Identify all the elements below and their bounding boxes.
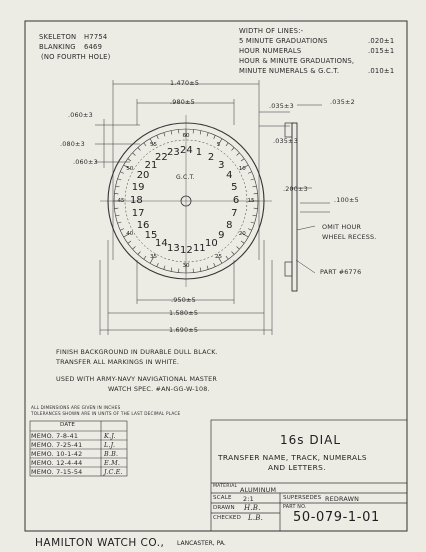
minute-tick — [118, 179, 122, 180]
minute-tick — [138, 252, 141, 255]
omit-hour-note: OMIT HOUR — [322, 223, 362, 231]
dim-080: .080±3 — [60, 140, 85, 148]
hour-numeral: 12 — [180, 245, 193, 256]
revision-row-1: MEMO. 7-8-41 — [31, 432, 79, 440]
dim-035-b: .035±3 — [273, 137, 298, 145]
material-label: MATERIAL — [213, 484, 238, 489]
minute-tick — [144, 143, 146, 146]
minute-tick — [132, 153, 135, 156]
minute-tick — [226, 143, 228, 146]
line-width-value-1: .020±1 — [368, 37, 395, 45]
minute-tick — [164, 133, 165, 137]
minute-tick — [120, 229, 124, 231]
material-value: ALUMINUM — [240, 486, 277, 494]
revision-row-4: MEMO. 12-4-44 — [31, 459, 83, 467]
revision-row-5: MEMO. 7-15-54 — [31, 468, 83, 476]
minute-numeral: 10 — [238, 165, 246, 172]
minute-tick — [232, 252, 235, 255]
minute-tick — [200, 268, 201, 272]
minute-tick — [207, 133, 208, 137]
hour-numeral: 22 — [155, 151, 168, 163]
company-name: HAMILTON WATCH CO., — [35, 537, 165, 549]
minute-tick — [232, 147, 235, 150]
hour-numeral: 2 — [207, 151, 215, 163]
minute-tick — [226, 256, 228, 259]
minute-tick — [251, 222, 255, 223]
hour-numeral: 15 — [144, 230, 158, 242]
spec-note-1: USED WITH ARMY-NAVY NAVIGATIONAL MASTER — [56, 375, 218, 383]
minute-tick — [138, 147, 141, 150]
minute-numeral: 5 — [216, 141, 221, 148]
dim-035-c: .035±2 — [330, 98, 355, 106]
part-6776-note: PART #6776 — [320, 268, 362, 276]
spec-note-2: WATCH SPEC. #AN-GG-W-108. — [108, 385, 210, 393]
line-width-row-3: HOUR & MINUTE GRADUATIONS, — [239, 57, 355, 65]
hour-numeral: 16 — [136, 220, 150, 231]
minute-tick — [251, 179, 255, 180]
minute-numeral: 55 — [150, 141, 157, 148]
scale-value: 2:1 — [243, 495, 254, 503]
minute-numeral: 50 — [126, 165, 134, 172]
line-width-value-4: .010±1 — [368, 67, 395, 75]
revision-init-3: B.B. — [104, 450, 119, 458]
blanking-value: 6469 — [84, 43, 103, 51]
dim-060-top: .060±3 — [68, 111, 93, 119]
minute-tick — [207, 266, 208, 270]
minute-tick — [237, 247, 240, 250]
hour-numeral: 5 — [231, 182, 238, 194]
minute-numeral: 35 — [150, 254, 157, 261]
wheel-recess-note: WHEEL RECESS. — [322, 233, 377, 241]
revision-row-3: MEMO. 10-1-42 — [31, 450, 83, 458]
line-width-row-2: HOUR NUMERALS — [239, 47, 302, 55]
minute-tick — [118, 222, 122, 223]
drawn-value: H.B. — [244, 504, 261, 512]
hour-numeral: 14 — [155, 238, 168, 250]
minute-numeral: 15 — [247, 198, 255, 204]
dim-035-a: .035±3 — [269, 102, 294, 110]
supersedes-value: REDRAWN — [325, 495, 360, 503]
minute-tick — [214, 263, 216, 267]
hour-numeral: 9 — [218, 230, 225, 242]
minute-numeral: 20 — [238, 230, 246, 237]
dim-100: .100±5 — [334, 196, 359, 204]
dimension-lines — [95, 80, 330, 335]
minute-numeral: 25 — [215, 254, 222, 261]
hour-numeral: 13 — [167, 243, 180, 255]
minute-tick — [144, 256, 146, 259]
dim-200: .200±3 — [283, 185, 308, 193]
side-profile — [285, 123, 315, 291]
minute-tick — [120, 172, 124, 174]
dim-980: .980±5 — [170, 98, 195, 106]
minute-tick — [253, 186, 257, 187]
line-width-title: WIDTH OF LINES:- — [239, 27, 304, 35]
minute-numeral: 30 — [182, 263, 190, 269]
minute-tick — [116, 186, 120, 187]
hour-numeral: 10 — [205, 238, 218, 250]
hour-numeral: 18 — [130, 195, 143, 206]
revision-init-2: L.J. — [104, 441, 116, 449]
hour-numeral: 21 — [144, 159, 158, 171]
line-width-row-1: 5 MINUTE GRADUATIONS — [239, 37, 328, 45]
revision-init-1: K.J. — [104, 432, 116, 440]
hour-numeral: 6 — [232, 195, 240, 206]
hour-numeral: 1 — [195, 146, 203, 158]
dim-1470: 1.470±5 — [170, 79, 200, 87]
scale-label: SCALE — [213, 495, 232, 501]
revision-row-2: MEMO. 7-25-41 — [31, 441, 83, 449]
blanking-label: BLANKING — [39, 43, 76, 51]
hour-numeral: 11 — [192, 243, 206, 255]
minute-tick — [241, 159, 244, 161]
hour-numeral: 3 — [218, 159, 225, 171]
skeleton-value: H7754 — [84, 33, 108, 41]
checked-label: CHECKED — [213, 515, 242, 521]
minute-tick — [171, 268, 172, 272]
revision-header: DATE — [60, 422, 76, 428]
minute-tick — [116, 215, 120, 216]
minute-tick — [157, 263, 159, 267]
minute-tick — [157, 135, 159, 139]
hour-numeral: 24 — [180, 145, 193, 156]
checked-value: L.B. — [248, 514, 264, 522]
hour-numeral: 17 — [131, 207, 145, 219]
line-width-row-4: MINUTE NUMERALS & G.C.T. — [239, 67, 340, 75]
minute-tick — [214, 135, 216, 139]
supersedes-label: SUPERSEDES — [283, 495, 322, 501]
minute-tick — [164, 266, 165, 270]
part-no-label: PART NO. — [283, 505, 307, 510]
minute-tick — [128, 241, 131, 243]
no-fourth-hole-note: (NO FOURTH HOLE) — [41, 53, 111, 61]
dim-1690: 1.690±5 — [169, 326, 199, 334]
minute-numeral: 45 — [117, 198, 125, 204]
tolerance-line-1: ALL DIMENSIONS ARE GIVEN IN INCHES — [31, 405, 121, 410]
minute-tick — [200, 131, 201, 135]
gct-label: G.C.T. — [176, 174, 195, 181]
minute-tick — [128, 159, 131, 161]
minute-tick — [237, 153, 240, 156]
minute-tick — [132, 247, 135, 250]
line-width-value-2: .015±1 — [368, 47, 395, 55]
tolerance-line-2: TOLERANCES SHOWN ARE IN UNITS OF THE LAST DECIMAL PLACE — [31, 411, 181, 416]
minute-tick — [171, 131, 172, 135]
finish-note-1: FINISH BACKGROUND IN DURABLE DULL BLACK. — [56, 348, 218, 356]
hour-numeral: 4 — [226, 170, 233, 181]
minute-tick — [248, 172, 252, 174]
hour-numeral: 7 — [231, 207, 238, 219]
drawn-label: DRAWN — [213, 505, 235, 511]
hour-numeral: 8 — [226, 220, 233, 231]
hour-numeral: 23 — [167, 146, 180, 158]
company-city: LANCASTER, PA. — [177, 540, 226, 547]
minute-tick — [248, 229, 252, 231]
dim-950: .950±5 — [171, 296, 196, 304]
finish-note-2: TRANSFER ALL MARKINGS IN WHITE. — [56, 358, 180, 366]
dim-1580: 1.580±5 — [169, 309, 199, 317]
dim-060-bottom: .060±3 — [73, 158, 98, 166]
skeleton-label: SKELETON — [39, 33, 77, 41]
part-no-value: 50-079-1-01 — [293, 510, 380, 525]
hour-numeral: 19 — [131, 182, 145, 194]
revision-init-4: E.M. — [104, 459, 121, 467]
drawing-title: 16s DIAL — [280, 433, 342, 447]
hour-numeral: 20 — [136, 170, 150, 181]
revision-init-5: J.C.E. — [104, 468, 123, 476]
minute-numeral: 40 — [126, 230, 134, 237]
minute-numeral: 60 — [182, 133, 190, 139]
minute-tick — [253, 215, 257, 216]
minute-tick — [241, 241, 244, 243]
drawing-subtitle-1: TRANSFER NAME, TRACK, NUMERALS — [218, 453, 368, 462]
drawing-subtitle-2: AND LETTERS. — [268, 463, 326, 472]
